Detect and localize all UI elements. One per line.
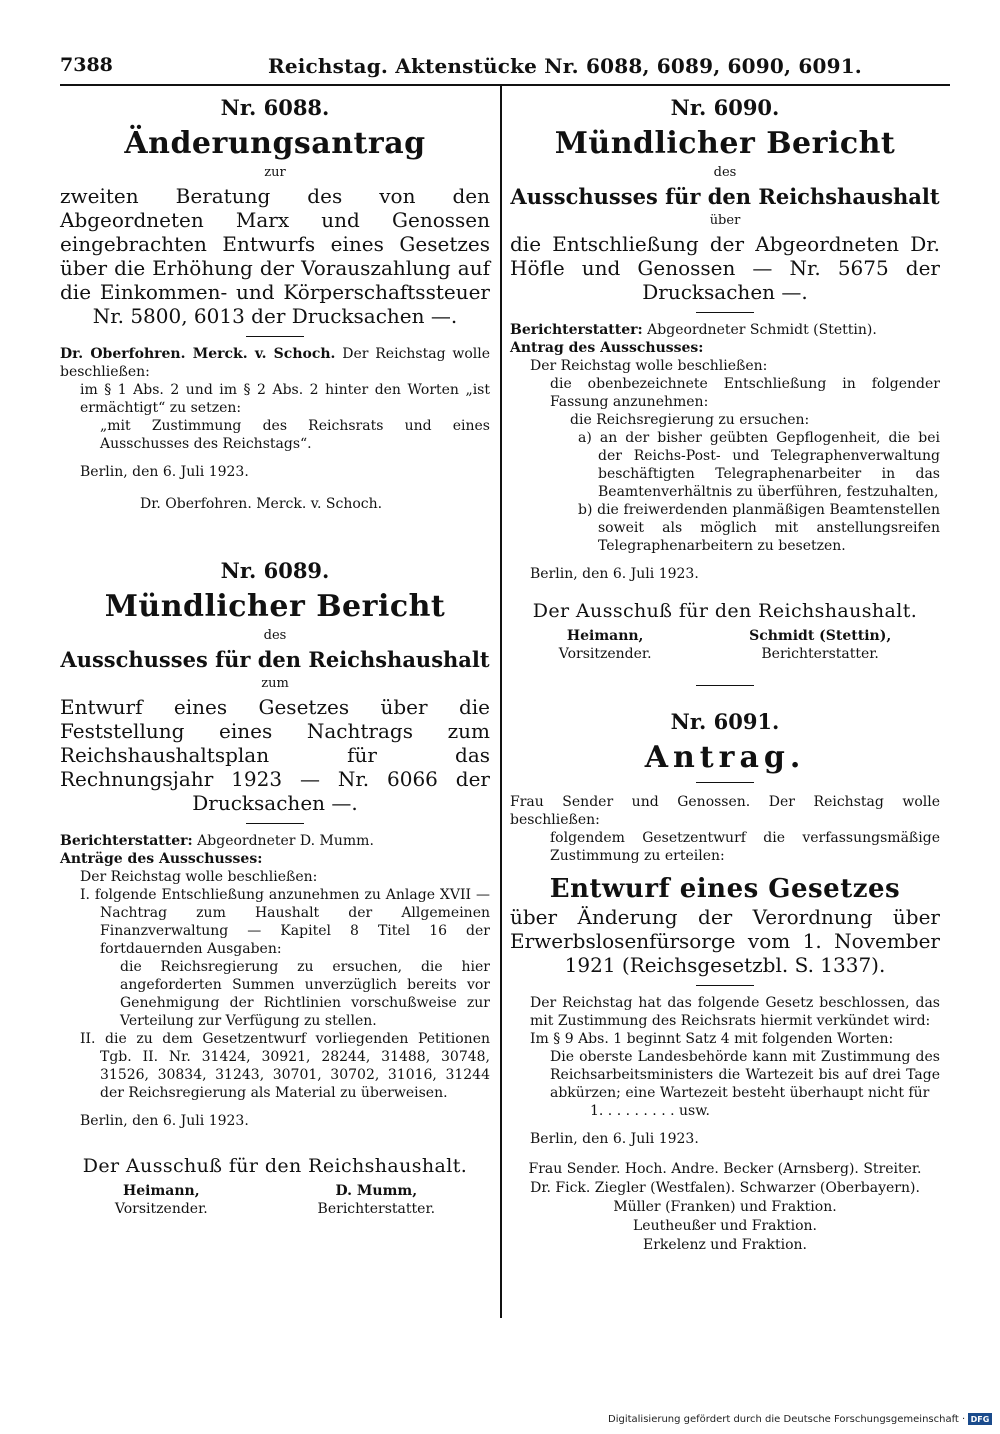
consent-request: folgendem Gesetzentwurf die verfassungsmäßige Zustimmung zu erteilen: <box>550 830 940 864</box>
signatory-names: Dr. Fick. Ziegler (Westfalen). Schwarzer (Oberbayern). <box>530 1180 920 1196</box>
signatory-role: Vorsitzender. <box>114 1201 208 1217</box>
date-line: Berlin, den 6. Juli 1923. <box>80 464 249 480</box>
document-title: Änderungsantrag <box>124 126 426 161</box>
rapporteur-label: Berichterstatter: <box>510 322 643 338</box>
law-lead: über Änderung der Verordnung über Erwerbslosenfürsorge vom 1. November 1921 (Reichsgesetzbl. S. 1337). <box>510 905 940 977</box>
signatory-name: Heimann, <box>566 628 644 644</box>
amendment-text: „mit Zustimmung des Reichsrats und eines Ausschusses des Reichstags“. <box>100 418 490 452</box>
committee-name: Der Ausschuß für den Reichshaushalt. <box>82 1155 468 1177</box>
signatory-role: Berichterstatter. <box>761 646 879 662</box>
signatory-names: Frau Sender. Hoch. Andre. Becker (Arnsberg). Streiter. <box>528 1161 922 1177</box>
header-rule <box>60 84 950 86</box>
rapporteur: Abgeordneter D. Mumm. <box>197 833 374 849</box>
signatory-list <box>510 1160 940 1255</box>
connector-word: des <box>263 628 287 643</box>
signatory-role: Berichterstatter. <box>317 1201 436 1217</box>
movers: Dr. Oberfohren. Merck. v. Schoch. <box>60 346 336 362</box>
footer-text: Digitalisierung gefördert durch die Deutsche Forschungsgemeinschaft · <box>608 1414 966 1425</box>
document-number: Nr. 6091. <box>670 709 780 734</box>
page-number: 7388 <box>60 54 113 76</box>
signatory-names: Erkelenz und Fraktion. <box>643 1237 807 1253</box>
signatory-role: Vorsitzender. <box>558 646 652 662</box>
resolution-item-b: b) die freiwerdenden planmäßigen Beamtenstellen soweit als möglich mit anstellungsreifen Telegraphenarbeitern zu besetzen. <box>578 502 940 554</box>
resolution-intro: Der Reichstag wolle beschließen: <box>60 346 491 380</box>
document-number: Nr. 6090. <box>670 95 780 120</box>
separator-rule <box>246 336 304 337</box>
rapporteur-line <box>60 832 490 850</box>
motion-item-2: II. die zu dem Gesetzentwurf vorliegenden Petitionen Tgb. II. Nr. 31424, 30921, 28244, 31488, 30748, 31526, 30834, 31243, 30701, 30702, 31016, 31244 der Reichsregierung als Material zu überweisen. <box>80 1031 490 1101</box>
signatory-rapporteur <box>318 1182 436 1218</box>
signature-block <box>60 1182 490 1218</box>
dfg-logo-icon <box>968 1413 992 1425</box>
resolution-intro: Der Reichstag wolle beschließen: <box>80 869 318 885</box>
document-6091 <box>510 710 940 1255</box>
signatory-chair <box>559 627 652 663</box>
document-subtitle: Ausschusses für den Reichshaushalt <box>510 184 940 209</box>
connector-word: über <box>709 213 741 228</box>
signatory-names: Leutheußer und Fraktion. <box>632 1218 817 1234</box>
connector-word: des <box>713 165 737 180</box>
connector-word: zur <box>264 165 286 180</box>
signatory-name: Schmidt (Stettin), <box>749 628 892 644</box>
column-divider <box>500 86 502 1318</box>
enactment-clause: Der Reichstag hat das folgende Gesetz beschlossen, das mit Zustimmung des Reichsrats hiermit verkündet wird: <box>530 995 940 1029</box>
amendment-instruction: Im § 9 Abs. 1 beginnt Satz 4 mit folgenden Worten: <box>530 1031 894 1047</box>
document-lead: zweiten Beratung des von den Abgeordneten Marx und Genossen eingebrachten Entwurfs eines Gesetzes über die Erhöhung der Vorauszahlung auf die Einkommen- und Körperschaftssteuer Nr. 5800, 6013 der Drucksachen —. <box>60 184 490 328</box>
motion-item-1-text: die Reichsregierung zu ersuchen, die hier angeforderten Summen unverzüglich bereits vor Genehmigung der Richtlinien vorschußweise zur Verteilung zur Verfügung zu stellen. <box>120 959 490 1029</box>
document-title: Antrag. <box>644 740 806 775</box>
signature-line: Dr. Oberfohren. Merck. v. Schoch. <box>140 496 383 512</box>
document-title: Mündlicher Bericht <box>104 589 446 624</box>
amendment-instruction: im § 1 Abs. 2 und im § 2 Abs. 2 hinter den Worten „ist ermächtigt“ zu setzen: <box>80 382 490 416</box>
rapporteur: Abgeordneter Schmidt (Stettin). <box>647 322 877 338</box>
date-line: Berlin, den 6. Juli 1923. <box>530 566 699 582</box>
amendment-text: Die oberste Landesbehörde kann mit Zustimmung des Reichsarbeitsministers die Wartezeit bis auf drei Tage abkürzen; eine Wartezeit besteht überhaupt nicht für <box>550 1049 940 1101</box>
signatory-rapporteur <box>749 627 891 663</box>
document-number: Nr. 6088. <box>220 95 330 120</box>
movers-line <box>60 345 490 381</box>
page-header <box>60 54 950 84</box>
signatory-chair <box>115 1182 208 1218</box>
digitization-footer <box>608 1413 992 1425</box>
running-title: Reichstag. Aktenstücke Nr. 6088, 6089, 6090, 6091. <box>268 54 862 78</box>
separator-rule <box>696 985 754 986</box>
document-lead: Entwurf eines Gesetzes über die Feststellung eines Nachtrags zum Reichshaushaltsplan für das Rechnungsjahr 1923 — Nr. 6066 der Drucksachen —. <box>60 695 490 815</box>
date-line: Berlin, den 6. Juli 1923. <box>530 1131 699 1147</box>
document-6089 <box>60 559 490 1218</box>
signatory-name: Heimann, <box>123 1183 200 1199</box>
right-column <box>510 96 940 1255</box>
left-column <box>60 96 490 1218</box>
separator-rule <box>696 685 754 686</box>
rapporteur-line <box>510 321 940 339</box>
separator-rule <box>696 782 754 783</box>
document-6088 <box>60 96 490 513</box>
document-lead: die Entschließung der Abgeordneten Dr. Höfle und Genossen — Nr. 5675 der Drucksachen —. <box>510 232 940 304</box>
separator-rule <box>246 823 304 824</box>
motion-item-1: I. folgende Entschließung anzunehmen zu Anlage XVII — Nachtrag zum Haushalt der Allgemeinen Finanzverwaltung — Kapitel 8 Titel 16 der fortdauernden Ausgaben: <box>80 887 490 957</box>
resolution-body: die obenbezeichnete Entschließung in folgender Fassung anzunehmen: <box>550 376 940 410</box>
resolution-intro: Der Reichstag wolle beschließen: <box>530 358 768 374</box>
resolution-request: die Reichsregierung zu ersuchen: <box>570 412 810 428</box>
separator-rule <box>696 312 754 313</box>
document-title: Mündlicher Bericht <box>554 126 896 161</box>
document-number: Nr. 6089. <box>220 558 330 583</box>
law-title: Entwurf eines Gesetzes <box>549 874 901 904</box>
motions-label: Anträge des Ausschusses: <box>60 851 263 867</box>
document-6090 <box>510 96 940 663</box>
document-subtitle: Ausschusses für den Reichshaushalt <box>60 647 490 672</box>
rapporteur-label: Berichterstatter: <box>60 833 193 849</box>
motion-label: Antrag des Ausschusses: <box>510 340 704 356</box>
signatory-names: Müller (Franken) und Fraktion. <box>613 1199 837 1215</box>
dfg-logo-text: DFG <box>971 1415 990 1424</box>
signature-block <box>510 627 940 663</box>
signatory-name: D. Mumm, <box>335 1183 418 1199</box>
resolution-item-a: a) an der bisher geübten Gepflogenheit, die bei der Reichs-Post- und Telegraphenverwaltung beschäftigten Telegraphenarbeiter in das Beamtenverhältnis zu überführen, festzuhalten, <box>578 430 940 500</box>
connector-word: zum <box>261 676 289 691</box>
committee-name: Der Ausschuß für den Reichshaushalt. <box>532 600 918 622</box>
mover-line: Frau Sender und Genossen. Der Reichstag wolle beschließen: <box>510 794 940 828</box>
amendment-enumeration: 1. . . . . . . . . usw. <box>590 1103 710 1119</box>
date-line: Berlin, den 6. Juli 1923. <box>80 1113 249 1129</box>
